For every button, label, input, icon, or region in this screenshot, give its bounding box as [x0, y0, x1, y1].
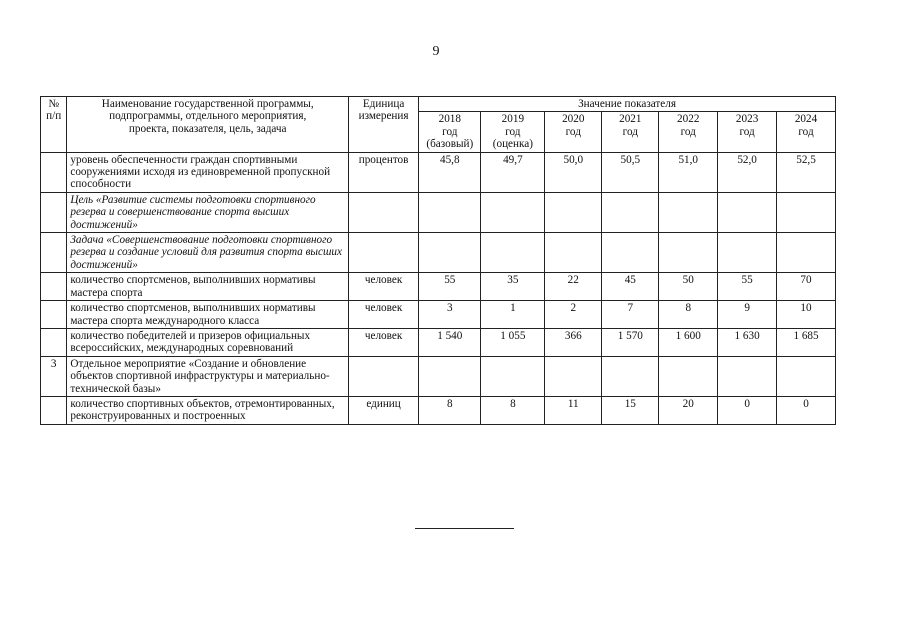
- table-header-row: [41, 97, 836, 112]
- row-value: 51,0: [659, 152, 718, 192]
- header-year: 2022 год: [659, 112, 718, 152]
- separator-line: [415, 528, 514, 529]
- row-value: [602, 192, 659, 232]
- row-value: [419, 233, 481, 273]
- row-value: 10: [777, 301, 836, 329]
- row-name: Отдельное мероприятие «Создание и обновление объектов спортивной инфраструктуры и материально-технической базы»: [67, 356, 349, 396]
- row-value: [481, 192, 545, 232]
- row-unit: человек: [349, 328, 419, 356]
- row-value: 50: [659, 273, 718, 301]
- table-row: [41, 328, 836, 356]
- indicators-table: [40, 96, 836, 425]
- row-value: 366: [545, 328, 602, 356]
- table-row: [41, 152, 836, 192]
- row-unit: [349, 233, 419, 273]
- row-value: 35: [481, 273, 545, 301]
- row-value: 1 570: [602, 328, 659, 356]
- row-value: [602, 233, 659, 273]
- table-row: [41, 356, 836, 396]
- row-value: [602, 356, 659, 396]
- row-value: [545, 233, 602, 273]
- row-num: [41, 396, 67, 424]
- row-value: 55: [419, 273, 481, 301]
- row-num: 3: [41, 356, 67, 396]
- row-name: количество победителей и призеров официальных всероссийских, международных соревнований: [67, 328, 349, 356]
- row-num: [41, 152, 67, 192]
- row-name: количество спортсменов, выполнивших нормативы мастера спорта международного класса: [67, 301, 349, 329]
- header-year: 2018 год (базовый): [419, 112, 481, 152]
- page-number: 9: [432, 44, 440, 59]
- row-value: 9: [718, 301, 777, 329]
- table-row: [41, 192, 836, 232]
- row-value: [659, 356, 718, 396]
- row-value: 3: [419, 301, 481, 329]
- row-value: 1 055: [481, 328, 545, 356]
- row-value: [659, 192, 718, 232]
- table-row: [41, 233, 836, 273]
- row-value: 45: [602, 273, 659, 301]
- row-value: [777, 192, 836, 232]
- row-num: [41, 273, 67, 301]
- row-value: 20: [659, 396, 718, 424]
- row-value: 7: [602, 301, 659, 329]
- table-row: [41, 273, 836, 301]
- row-value: 8: [659, 301, 718, 329]
- row-value: 70: [777, 273, 836, 301]
- row-value: 15: [602, 396, 659, 424]
- row-value: [481, 233, 545, 273]
- header-year: 2021 год: [602, 112, 659, 152]
- row-unit: [349, 356, 419, 396]
- header-year: 2020 год: [545, 112, 602, 152]
- row-value: 11: [545, 396, 602, 424]
- row-value: [419, 356, 481, 396]
- row-value: [545, 192, 602, 232]
- table-row: [41, 301, 836, 329]
- row-value: 52,0: [718, 152, 777, 192]
- row-value: 50,5: [602, 152, 659, 192]
- row-value: [481, 356, 545, 396]
- row-value: [419, 192, 481, 232]
- row-unit: человек: [349, 273, 419, 301]
- row-name: уровень обеспеченности граждан спортивными сооружениями исходя из единовременной пропускной способности: [67, 152, 349, 192]
- row-unit: процентов: [349, 152, 419, 192]
- row-value: [777, 233, 836, 273]
- row-value: 52,5: [777, 152, 836, 192]
- row-value: 1 540: [419, 328, 481, 356]
- row-value: [659, 233, 718, 273]
- table-row: [41, 396, 836, 424]
- row-value: 55: [718, 273, 777, 301]
- header-year: 2024 год: [777, 112, 836, 152]
- row-value: 22: [545, 273, 602, 301]
- row-name: Цель «Развитие системы подготовки спортивного резерва и совершенствование спорта высших достижений»: [67, 192, 349, 232]
- row-value: 0: [777, 396, 836, 424]
- row-value: [545, 356, 602, 396]
- header-year: 2023 год: [718, 112, 777, 152]
- row-value: 45,8: [419, 152, 481, 192]
- header-unit: Единица измерения: [349, 97, 419, 153]
- row-value: 1 600: [659, 328, 718, 356]
- row-value: [718, 233, 777, 273]
- row-unit: единиц: [349, 396, 419, 424]
- row-value: 8: [481, 396, 545, 424]
- header-name: Наименование государственной программы, подпрограммы, отдельного мероприятия, проекта, показателя, цель, задача: [67, 97, 349, 153]
- row-unit: человек: [349, 301, 419, 329]
- row-name: количество спортсменов, выполнивших нормативы мастера спорта: [67, 273, 349, 301]
- row-value: 49,7: [481, 152, 545, 192]
- header-values-group: Значение показателя: [419, 97, 836, 112]
- row-name: количество спортивных объектов, отремонтированных, реконструированных и построенных: [67, 396, 349, 424]
- header-num: № п/п: [41, 97, 67, 153]
- row-num: [41, 233, 67, 273]
- row-value: 50,0: [545, 152, 602, 192]
- row-name: Задача «Совершенствование подготовки спортивного резерва и создание условий для развития спорта высших достижений»: [67, 233, 349, 273]
- row-value: 1: [481, 301, 545, 329]
- row-value: 8: [419, 396, 481, 424]
- row-value: 1 685: [777, 328, 836, 356]
- row-value: 2: [545, 301, 602, 329]
- row-value: [718, 192, 777, 232]
- row-num: [41, 328, 67, 356]
- row-num: [41, 301, 67, 329]
- row-value: [718, 356, 777, 396]
- row-value: 0: [718, 396, 777, 424]
- row-value: 1 630: [718, 328, 777, 356]
- row-unit: [349, 192, 419, 232]
- row-num: [41, 192, 67, 232]
- header-year: 2019 год (оценка): [481, 112, 545, 152]
- row-value: [777, 356, 836, 396]
